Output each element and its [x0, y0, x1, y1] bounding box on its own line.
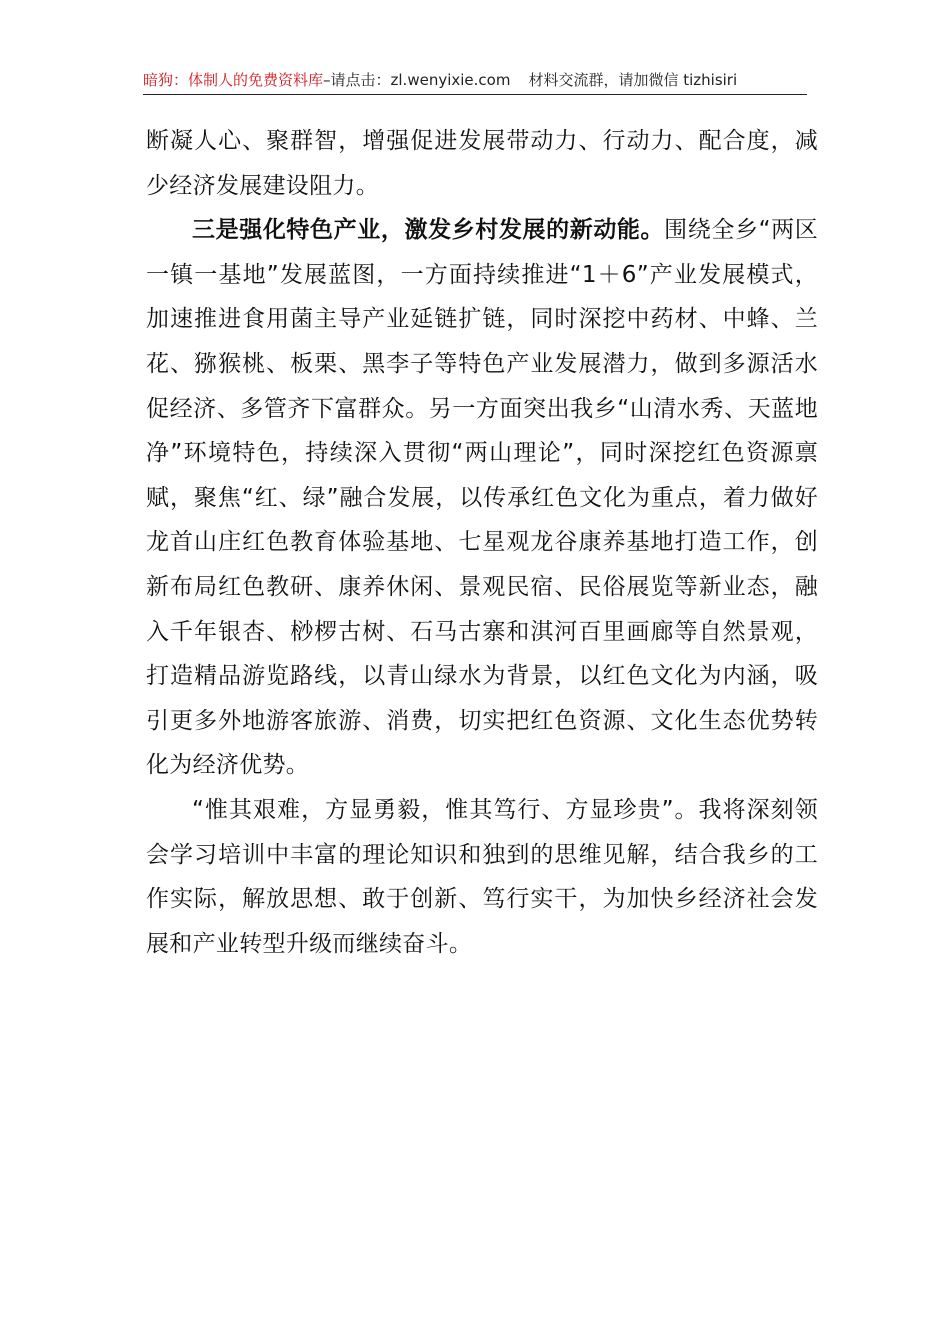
page-header	[143, 66, 807, 95]
paragraph-conclusion: “惟其艰难，方显勇毅，惟其笃行、方显珍贵”。我将深刻领会学习培训中丰富的理论知识和独到的思维见解，结合我乡的工作实际，解放思想、敢于创新、笃行实干，为加快乡经济社会发展和产业转型升级而继续奋斗。	[146, 796, 818, 957]
paragraph-heading: 三是强化特色产业，激发乡村发展的新动能。	[192, 217, 665, 244]
header-contact: 材料交流群，请加微信 tizhisiri	[528, 71, 738, 89]
paragraph-continuation: 断凝人心、聚群智，增强促进发展带动力、行动力、配合度，减少经济发展建设阻力。	[146, 128, 818, 199]
paragraph-special-industry	[146, 208, 818, 788]
document-body	[146, 119, 818, 966]
header-site-name: 暗狗：体制人的免费资料库	[143, 71, 324, 89]
header-link-prompt[interactable]: –请点击：zl.wenyixie.com	[323, 71, 511, 89]
paragraph-body: 围绕全乡“两区一镇一基地”发展蓝图，一方面持续推进“1＋6”产业发展模式，加速推进食用菌主导产业延链扩链，同时深挖中药材、中蜂、兰花、猕猴桃、板栗、黑李子等特色产业发展潜力，做到多源活水促经济、多管齐下富群众。另一方面突出我乡“山清水秀、天蓝地净”环境特色，持续深入贯彻“两山理论”，同时深挖红色资源禀赋，聚焦“红、绿”融合发展，以传承红色文化为重点，着力做好龙首山庄红色教育体验基地、七星观龙谷康养基地打造工作，创新布局红色教研、康养休闲、景观民宿、民俗展览等新业态，融入千年银杏、桫椤古树、石马古寨和淇河百里画廊等自然景观，打造精品游览路线，以青山绿水为背景，以红色文化为内涵，吸引更多外地游客旅游、消费，切实把红色资源、文化生态优势转化为经济优势。	[146, 217, 819, 779]
